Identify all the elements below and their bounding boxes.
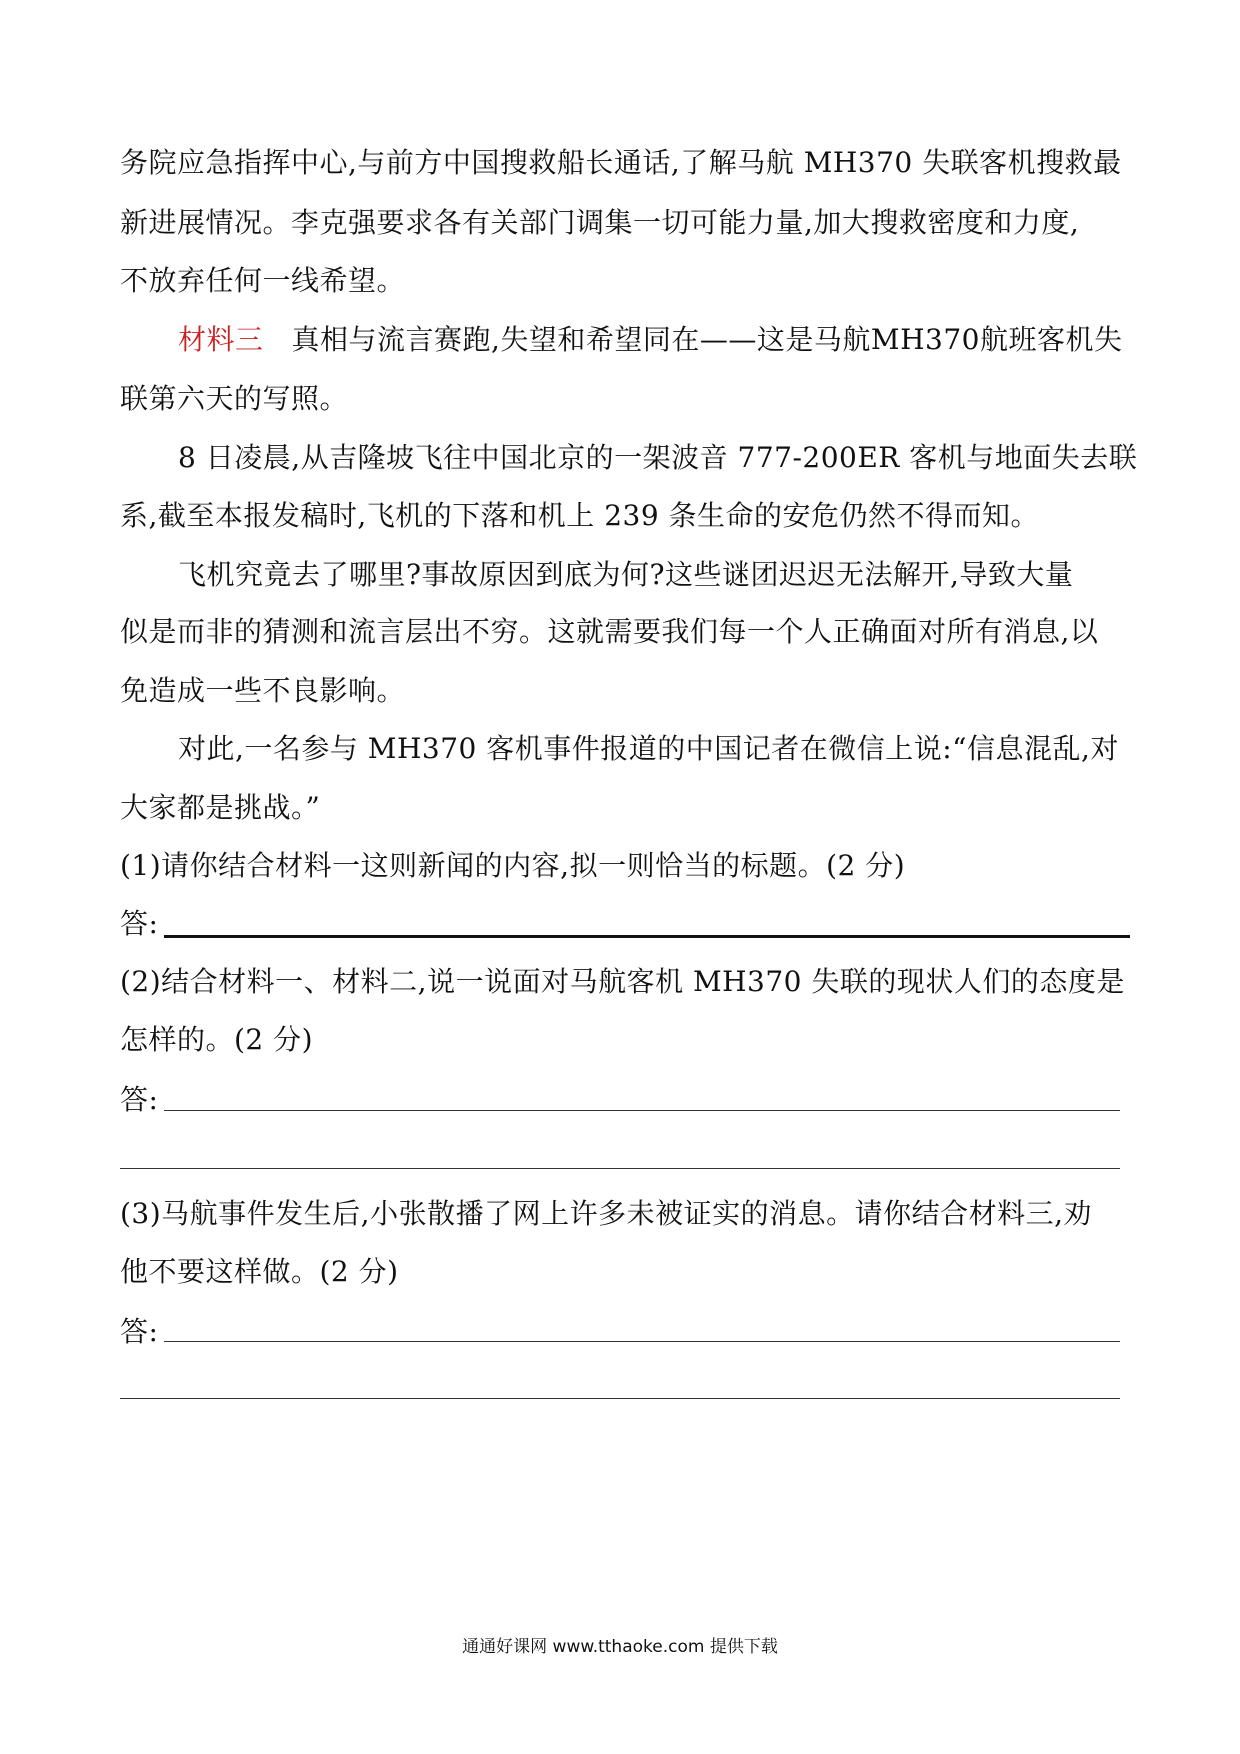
answer-label: 答:: [120, 1083, 159, 1116]
material-three-text: 真相与流言赛跑,失望和希望同在——这是马航MH370航班客机失: [291, 323, 1123, 356]
answer-label: 答:: [120, 907, 159, 940]
question-3-line: 他不要这样做。(2 分): [120, 1255, 399, 1288]
answer-line-q2[interactable]: [164, 1110, 1120, 1111]
answer-line-q3-extra[interactable]: [120, 1398, 1120, 1399]
material-three-label: 材料三: [178, 323, 264, 356]
answer-line-q1[interactable]: [164, 935, 1130, 938]
paragraph-line: 免造成一些不良影响。: [120, 674, 406, 707]
paragraph-line: 系,截至本报发稿时,飞机的下落和机上 239 条生命的安危仍然不得而知。: [120, 499, 1040, 532]
paragraph-line: 似是而非的猜测和流言层出不穷。这就需要我们每一个人正确面对所有消息,以: [120, 615, 1099, 648]
answer-line-q2-extra[interactable]: [120, 1168, 1120, 1169]
paragraph-line: 8 日凌晨,从吉隆坡飞往中国北京的一架波音 777-200ER 客机与地面失去联: [178, 441, 1138, 474]
answer-label: 答:: [120, 1315, 159, 1348]
question-2-line: 怎样的。(2 分): [120, 1023, 314, 1056]
answer-line-q3[interactable]: [164, 1341, 1120, 1342]
paragraph-line: 飞机究竟去了哪里?事故原因到底为何?这些谜团迟迟无法解开,导致大量: [178, 558, 1074, 591]
paragraph-line: 对此,一名参与 MH370 客机事件报道的中国记者在微信上说:“信息混乱,对: [178, 732, 1119, 765]
paragraph-line: 新进展情况。李克强要求各有关部门调集一切可能力量,加大搜救密度和力度,: [120, 206, 1080, 239]
question-2-line: (2)结合材料一、材料二,说一说面对马航客机 MH370 失联的现状人们的态度是: [120, 965, 1125, 998]
material-three-line: [178, 320, 1130, 360]
paragraph-line: 不放弃任何一线希望。: [120, 264, 406, 297]
paragraph-line: 联第六天的写照。: [120, 382, 349, 415]
question-1: (1)请你结合材料一这则新闻的内容,拟一则恰当的标题。(2 分): [120, 849, 906, 882]
paragraph-line: 务院应急指挥中心,与前方中国搜救船长通话,了解马航 MH370 失联客机搜救最: [120, 146, 1122, 179]
page-footer: 通通好课网 www.tthaoke.com 提供下载: [462, 1637, 778, 1657]
paragraph-line: 大家都是挑战。”: [120, 791, 321, 824]
question-3-line: (3)马航事件发生后,小张散播了网上许多未被证实的消息。请你结合材料三,劝: [120, 1197, 1092, 1230]
